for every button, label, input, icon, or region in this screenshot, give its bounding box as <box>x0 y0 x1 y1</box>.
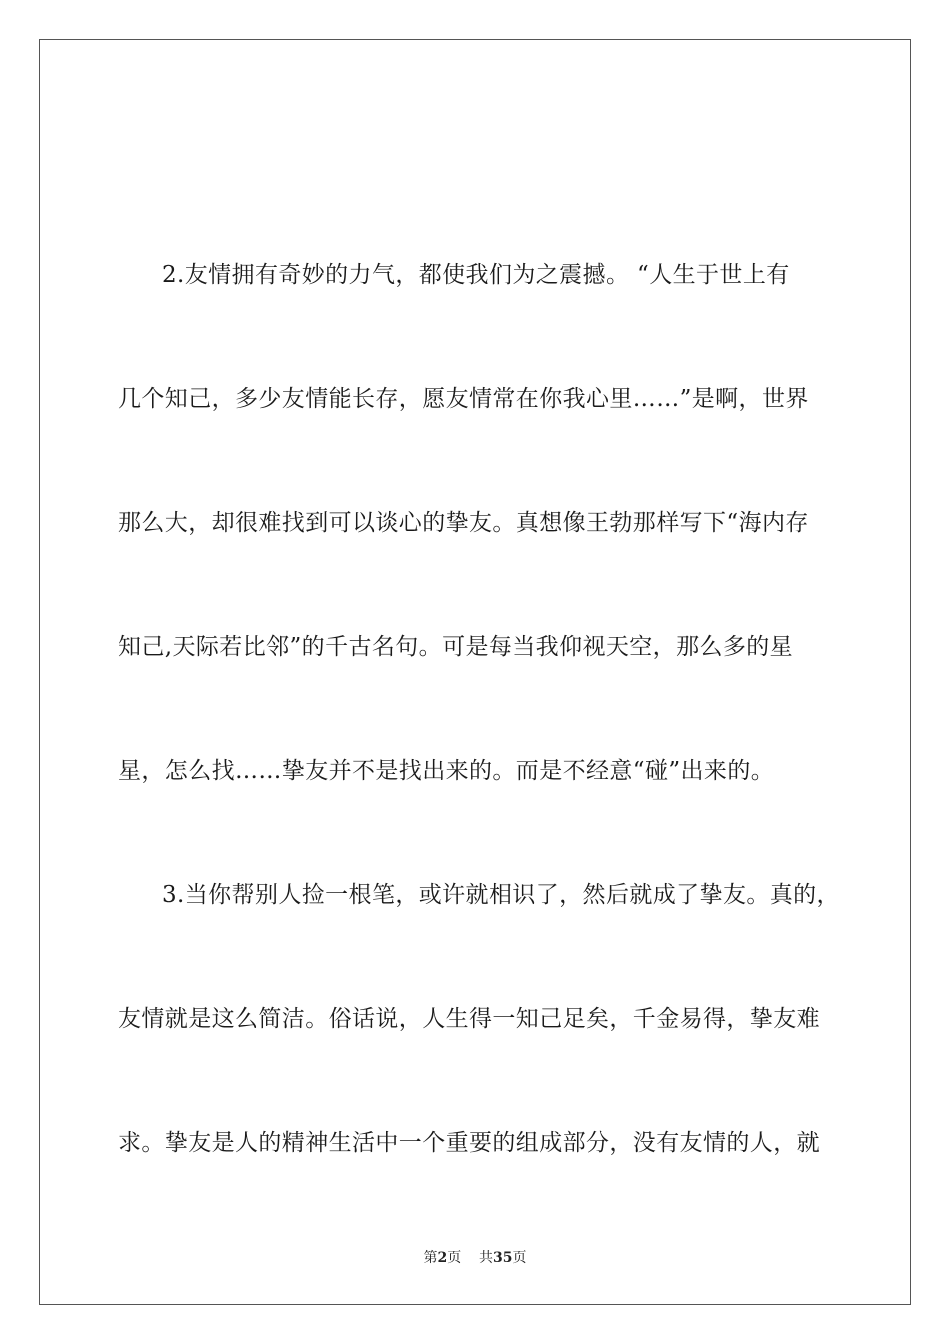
paragraph-line: 求。挚友是人的精神生活中一个重要的组成部分，没有友情的人，就 <box>118 1130 820 1156</box>
page-prefix: 第 <box>423 1250 438 1266</box>
page-border <box>39 39 911 1305</box>
total-suffix: 页 <box>512 1250 527 1266</box>
paragraph-line: 3.当你帮别人捡一根笔，或许就相识了，然后就成了挚友。真的， <box>162 882 840 908</box>
paragraph-line: 2.友情拥有奇妙的力气，都使我们为之震撼。 “人生于世上有 <box>162 262 790 288</box>
paragraph-line: 友情就是这么简洁。俗话说，人生得一知己足矣，千金易得，挚友难 <box>118 1006 820 1032</box>
total-prefix: 共 <box>479 1250 494 1266</box>
total-page-count: 35 <box>493 1250 513 1266</box>
paragraph-line: 那么大，却很难找到可以谈心的挚友。真想像王勃那样写下“海内存 <box>118 510 809 536</box>
page-suffix: 页 <box>447 1250 462 1266</box>
paragraph-line: 知己,天际若比邻”的千古名句。可是每当我仰视天空，那么多的星 <box>118 634 794 660</box>
paragraph-line: 星，怎么找……挚友并不是找出来的。而是不经意“碰”出来的。 <box>118 758 775 784</box>
page-footer <box>0 1247 950 1267</box>
current-page-number: 2 <box>437 1250 448 1266</box>
paragraph-line: 几个知己，多少友情能长存，愿友情常在你我心里……”是啊，世界 <box>118 386 809 412</box>
